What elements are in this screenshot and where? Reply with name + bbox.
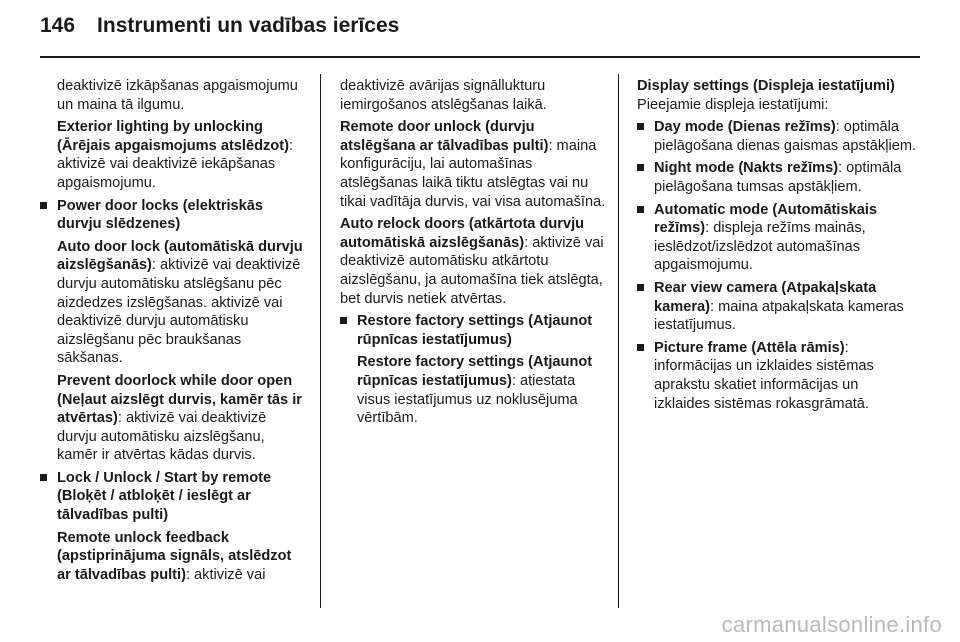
col2-intro: deaktivizē avārijas signāllukturu iemirgošanos atslēgšanas laikā. [340, 78, 547, 113]
item-text: : maina atpakaļskata kameras iestatījumus. [654, 298, 904, 334]
watermark: carmanualsonline.info [721, 612, 942, 637]
list-item [637, 118, 917, 155]
bullet-square-icon [637, 206, 644, 213]
column-divider-2 [618, 74, 619, 608]
bullet-square-icon [637, 164, 644, 171]
item-title: Rear view camera (Atpakaļskata kamera) [654, 279, 877, 315]
item-text: : optimāla pielāgošana dienas gaismas apstākļiem. [654, 119, 917, 154]
item-title: Night mode (Nakts režīms) [654, 160, 839, 177]
page-header [40, 14, 920, 50]
item-title: Automatic mode (Automātiskais režīms) [654, 201, 877, 237]
item-text: : displeja režīms mainās, ieslēdzot/izslēdzot automašīnas apgaismojumu. [654, 220, 866, 274]
entry-text: : aktivizē vai deaktivizē durvju automātisku aizslēgšanu, kamēr ir atvērtas kādas durvis. [57, 410, 267, 464]
bullet-square-icon [340, 317, 347, 324]
header-rule [40, 56, 920, 58]
remote-door-unlock-entry [340, 118, 606, 211]
entry-title: Auto door lock (automātiskā durvju aizslēgšanās) [57, 238, 303, 274]
entry-title: Remote unlock feedback (apstiprinājuma signāls, atslēdzot ar tālvadības pulti) [57, 529, 292, 583]
column-3 [637, 77, 917, 417]
power-door-locks-heading: Power door locks (elektriskās durvju slēdzenes) [40, 197, 308, 234]
bullet-square-icon [40, 202, 47, 209]
column-divider-1 [320, 74, 321, 608]
entry-title: Auto relock doors (atkārtota durvju automātiskā aizslēgšanās) [340, 216, 585, 251]
col1-intro: deaktivizē izkāpšanas apgaismojumu un maina tā ilgumu. [57, 78, 298, 113]
bullet-square-icon [637, 284, 644, 291]
restore-heading: Restore factory settings (Atjaunot rūpnīcas iestatījumus) [340, 312, 606, 349]
lock-unlock-heading: Lock / Unlock / Start by remote (Bloķēt / atbloķēt / ieslēgt ar tālvadības pulti) [40, 469, 308, 525]
restore-entry [340, 353, 606, 427]
entry-text: : maina konfigurāciju, lai automašīnas atslēgšanas laikā tiktu atslēgtas vai nu tikai vadītāja durvis, vai visa automašīna. [340, 137, 606, 210]
display-settings-heading: Display settings (Displeja iestatījumi) [637, 78, 895, 94]
exterior-lighting-entry [40, 118, 308, 192]
bullet-square-icon [40, 474, 47, 481]
auto-door-lock-entry [40, 238, 308, 368]
item-text: : optimāla pielāgošana tumsas apstākļiem. [654, 160, 902, 195]
remote-unlock-feedback-entry [40, 529, 308, 585]
entry-text: : atiestata visus iestatījumus uz noklusējuma vērtībām. [357, 372, 578, 427]
entry-title: Restore factory settings (Atjaunot rūpnīcas iestatījumus) [357, 354, 593, 389]
list-item [637, 339, 917, 413]
entry-text: : aktivizē vai [185, 566, 266, 583]
prevent-doorlock-entry [40, 372, 308, 465]
entry-text: : aktivizē vai deaktivizē durvju automātisku atslēgšanu pēc aizdedzes izslēgšanas. aktivizē vai deaktivizē durvju automātisku aizslēgšanu pēc braukšanas sākšanas. [57, 257, 301, 367]
item-title: Picture frame (Attēla rāmis) [654, 339, 845, 356]
page-number: 146 [40, 14, 76, 37]
list-item [637, 279, 917, 335]
column-1 [40, 77, 308, 588]
bullet-square-icon [637, 344, 644, 351]
column-2 [340, 77, 606, 432]
entry-title: Remote door unlock (durvju atslēgšana ar tālvadības pulti) [340, 119, 549, 154]
entry-text: : aktivizē vai deaktivizē automātisku atkārtotu aizslēgšanu, ja automašīna tiek atslēgta, bet durvis netiek atvērtas. [340, 234, 604, 307]
display-settings-subheading: Pieejamie displeja iestatījumi: [637, 96, 829, 113]
list-item [637, 159, 917, 196]
list-item [637, 201, 917, 275]
entry-title: Exterior lighting by unlocking (Ārējais apgaismojums atslēdzot) [57, 119, 289, 154]
item-title: Day mode (Dienas režīms) [654, 119, 836, 136]
entry-text: : aktivizē vai deaktivizē iekāpšanas apgaismojumu. [57, 137, 294, 191]
auto-relock-entry [340, 215, 606, 308]
chapter-title: Instrumenti un vadības ierīces [97, 14, 400, 37]
bullet-square-icon [637, 123, 644, 130]
entry-title: Prevent doorlock while door open (Neļaut aizslēgt durvis, kamēr tās ir atvērtas) [57, 372, 302, 427]
item-text: : informācijas un izklaides sistēmas aprakstu skatiet informācijas un izklaides sistēmas rokasgrāmatā. [654, 339, 874, 412]
